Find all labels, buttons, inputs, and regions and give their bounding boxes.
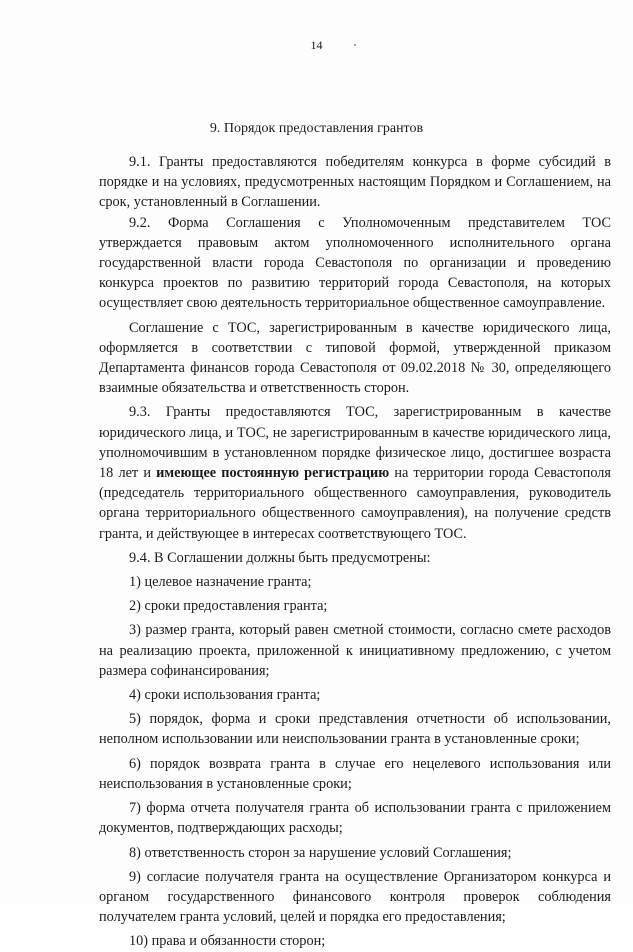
list-item-7: 7) форма отчета получателя гранта об использовании гранта с приложением документов, подтверждающих расходы; — [99, 800, 611, 837]
paragraph-9-3-bold: имеющее постоянную регистрацию — [156, 465, 390, 482]
list-item-10: 10) права и обязанности сторон; — [129, 933, 326, 950]
list-item-9: 9) согласие получателя гранта на осуществление Организатором конкурса и органом государственного финансового контроля проверок соблюдения получателем гранта условий, целей и порядка его предоставления; — [99, 868, 611, 926]
list-item-2: 2) сроки предоставления гранта; — [129, 598, 328, 615]
list-item-1: 1) целевое назначение гранта; — [129, 574, 312, 591]
list-item-8: 8) ответственность сторон за нарушение условий Соглашения; — [129, 844, 512, 861]
section-body — [99, 152, 611, 952]
page-number: 14 — [310, 38, 323, 52]
paragraph-9-1: 9.1. Гранты предоставляются победителям конкурса в форме субсидий в порядке и на условиях, предусмотренных настоящим Порядком и Соглашением, на срок, установленный в Соглашении. — [99, 154, 611, 211]
list-item-6: 6) порядок возврата гранта в случае его нецелевого использования или неиспользования в установленные сроки; — [99, 755, 611, 792]
paragraph-agreement-form: Соглашение с ТОС, зарегистрированным в качестве юридического лица, оформляется в соответствии с типовой формой, утвержденной приказом Департамента финансов города Севастополя от 09.02.2018 № 30, определяющего взаимные обязательства и ответственность сторон. — [99, 319, 611, 397]
list-item-5: 5) порядок, форма и сроки представления отчетности об использовании, неполном использовании или неиспользовании гранта в установленные сроки; — [99, 711, 611, 748]
paragraph-9-3-part-2: на территории города Севастополя (председатель территориального общественного самоуправления, руководитель органа территориального общественного самоуправления), на получение средств гранта, и действующее в интересах соответствующего ТОС. — [99, 465, 611, 542]
scan-dot — [354, 44, 356, 46]
list-item-4: 4) сроки использования гранта; — [129, 687, 321, 704]
section-heading: 9. Порядок предоставления грантов — [209, 121, 424, 136]
paragraph-9-3 — [99, 402, 611, 543]
paragraph-9-2: 9.2. Форма Соглашения с Уполномоченным представителем ТОС утверждается правовым актом уполномоченного исполнительного органа государственной власти города Севастополя по организации и проведению конкурса проектов по развитию территорий города Севастополя, на которых осуществляет свою деятельность территориальное общественное самоуправление. — [99, 214, 611, 312]
paragraph-9-3-part-1: 9.3. Гранты предоставляются ТОС, зарегистрированным в качестве юридического лица, и ТОС, не зарегистрированным в качестве юридического лица, уполномочившим в установленном порядке физическое лицо, достигшее возраста 18 лет и — [99, 404, 611, 482]
paragraph-9-4: 9.4. В Соглашении должны быть предусмотрены: — [129, 549, 431, 566]
list-item-3: 3) размер гранта, который равен сметной стоимости, согласно смете расходов на реализацию проекта, приложенной к инициативному предложению, с учетом размера софинансирования; — [99, 622, 611, 679]
